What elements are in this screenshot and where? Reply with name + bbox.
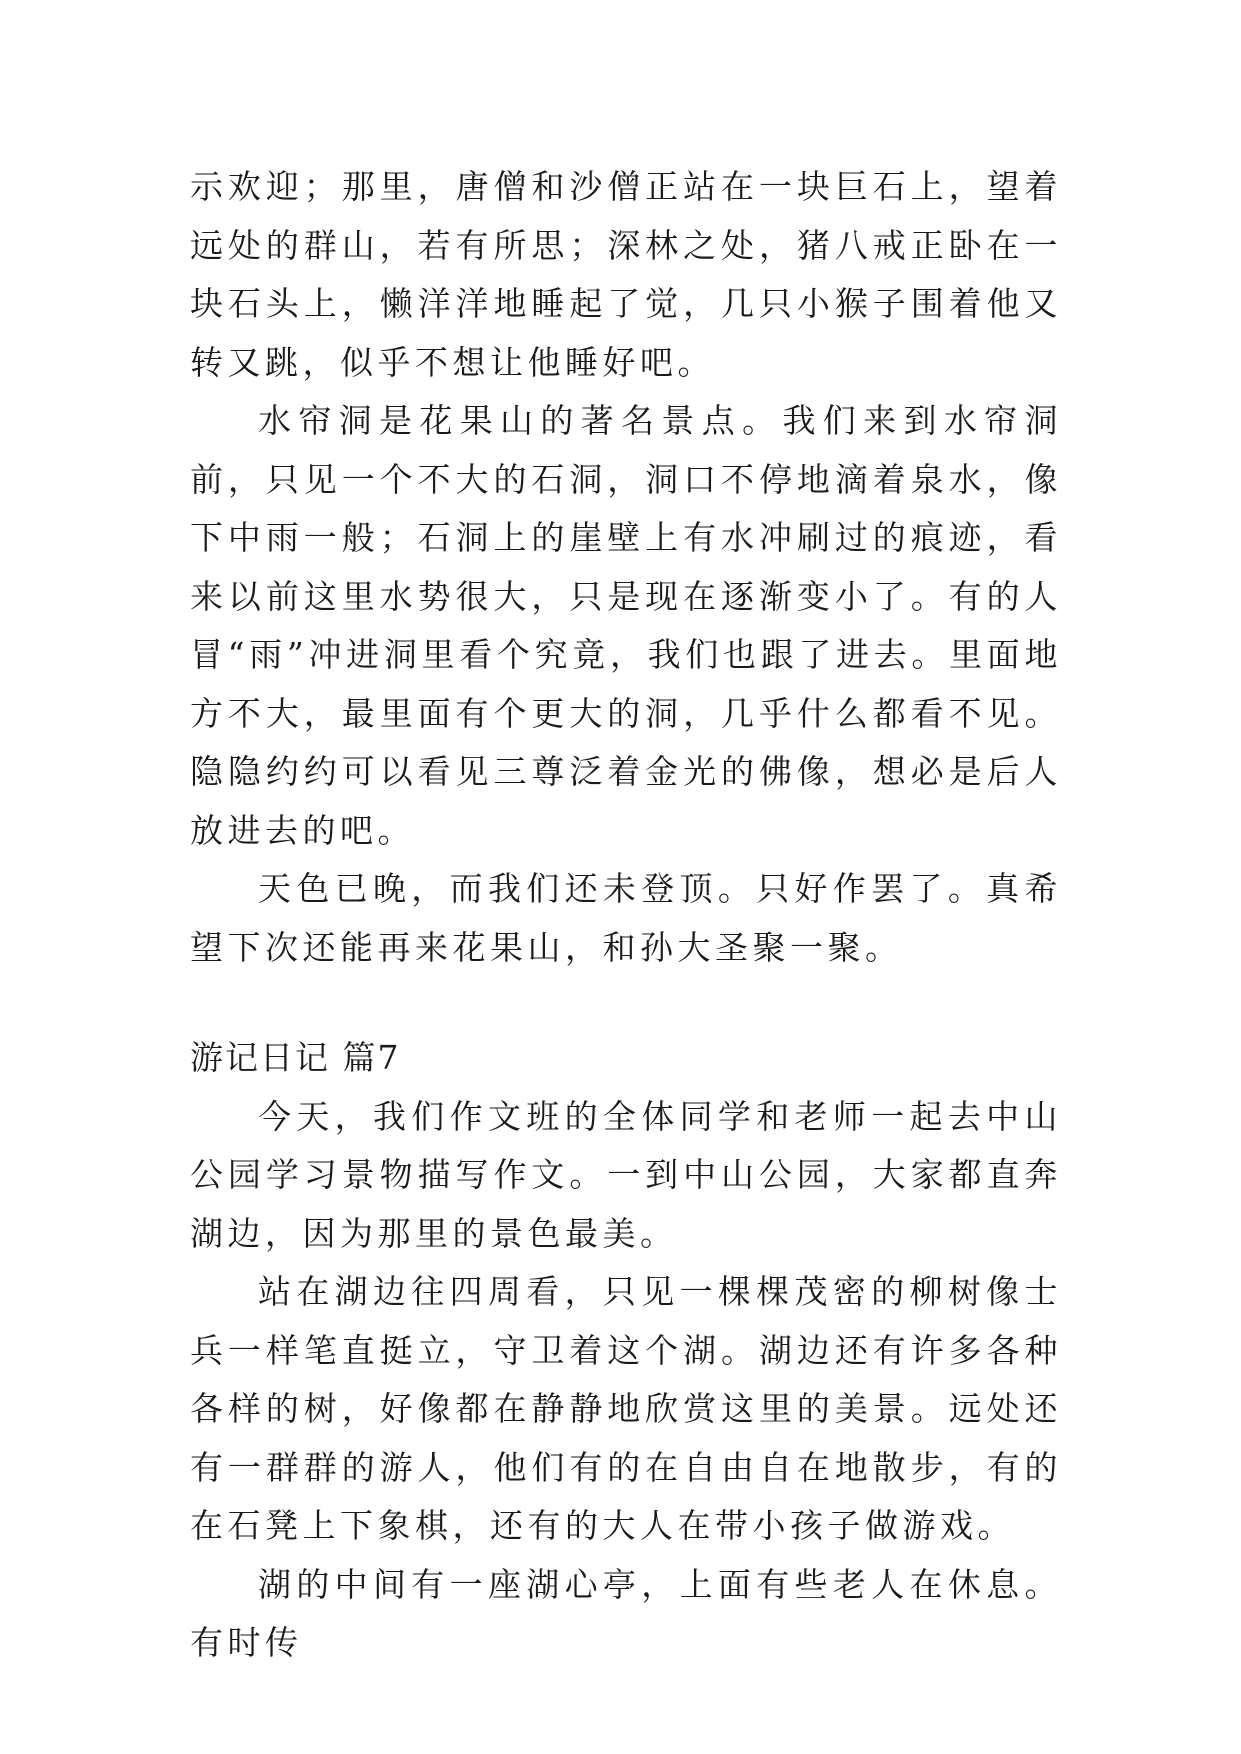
- paragraph: 天色已晚，而我们还未登顶。只好作罢了。真希望下次还能再来花果山，和孙大圣聚一聚。: [190, 869, 1062, 967]
- paragraph: 今天，我们作文班的全体同学和老师一起去中山公园学习景物描写作文。一到中山公园，大家都直奔湖边，因为那里的景色最美。: [190, 1096, 1062, 1253]
- document-page: [190, 158, 1062, 1673]
- section-heading: 游记日记 篇7: [190, 1038, 401, 1077]
- paragraph: 站在湖边往四周看，只见一棵棵茂密的柳树像士兵一样笔直挺立，守卫着这个湖。湖边还有许多各种各样的树，好像都在静静地欣赏这里的美景。远处还有一群群的游人，他们有的在自由自在地散步，有的在石凳上下象棋，还有的大人在带小孩子做游戏。: [190, 1272, 1062, 1545]
- paragraph: 湖的中间有一座湖心亭，上面有些老人在休息。有时传: [190, 1564, 1062, 1662]
- paragraph: 水帘洞是花果山的著名景点。我们来到水帘洞前，只见一个不大的石洞，洞口不停地滴着泉水，像下中雨一般；石洞上的崖壁上有水冲刷过的痕迹，看来以前这里水势很大，只是现在逐渐变小了。有的人冒“雨”冲进洞里看个究竟，我们也跟了进去。里面地方不大，最里面有个更大的洞，几乎什么都看不见。隐隐约约可以看见三尊泛着金光的佛像，想必是后人放进去的吧。: [190, 401, 1062, 850]
- paragraph: 示欢迎；那里，唐僧和沙僧正站在一块巨石上，望着远处的群山，若有所思；深林之处，猪八戒正卧在一块石头上，懒洋洋地睡起了觉，几只小猴子围着他又转又跳，似乎不想让他睡好吧。: [190, 167, 1062, 382]
